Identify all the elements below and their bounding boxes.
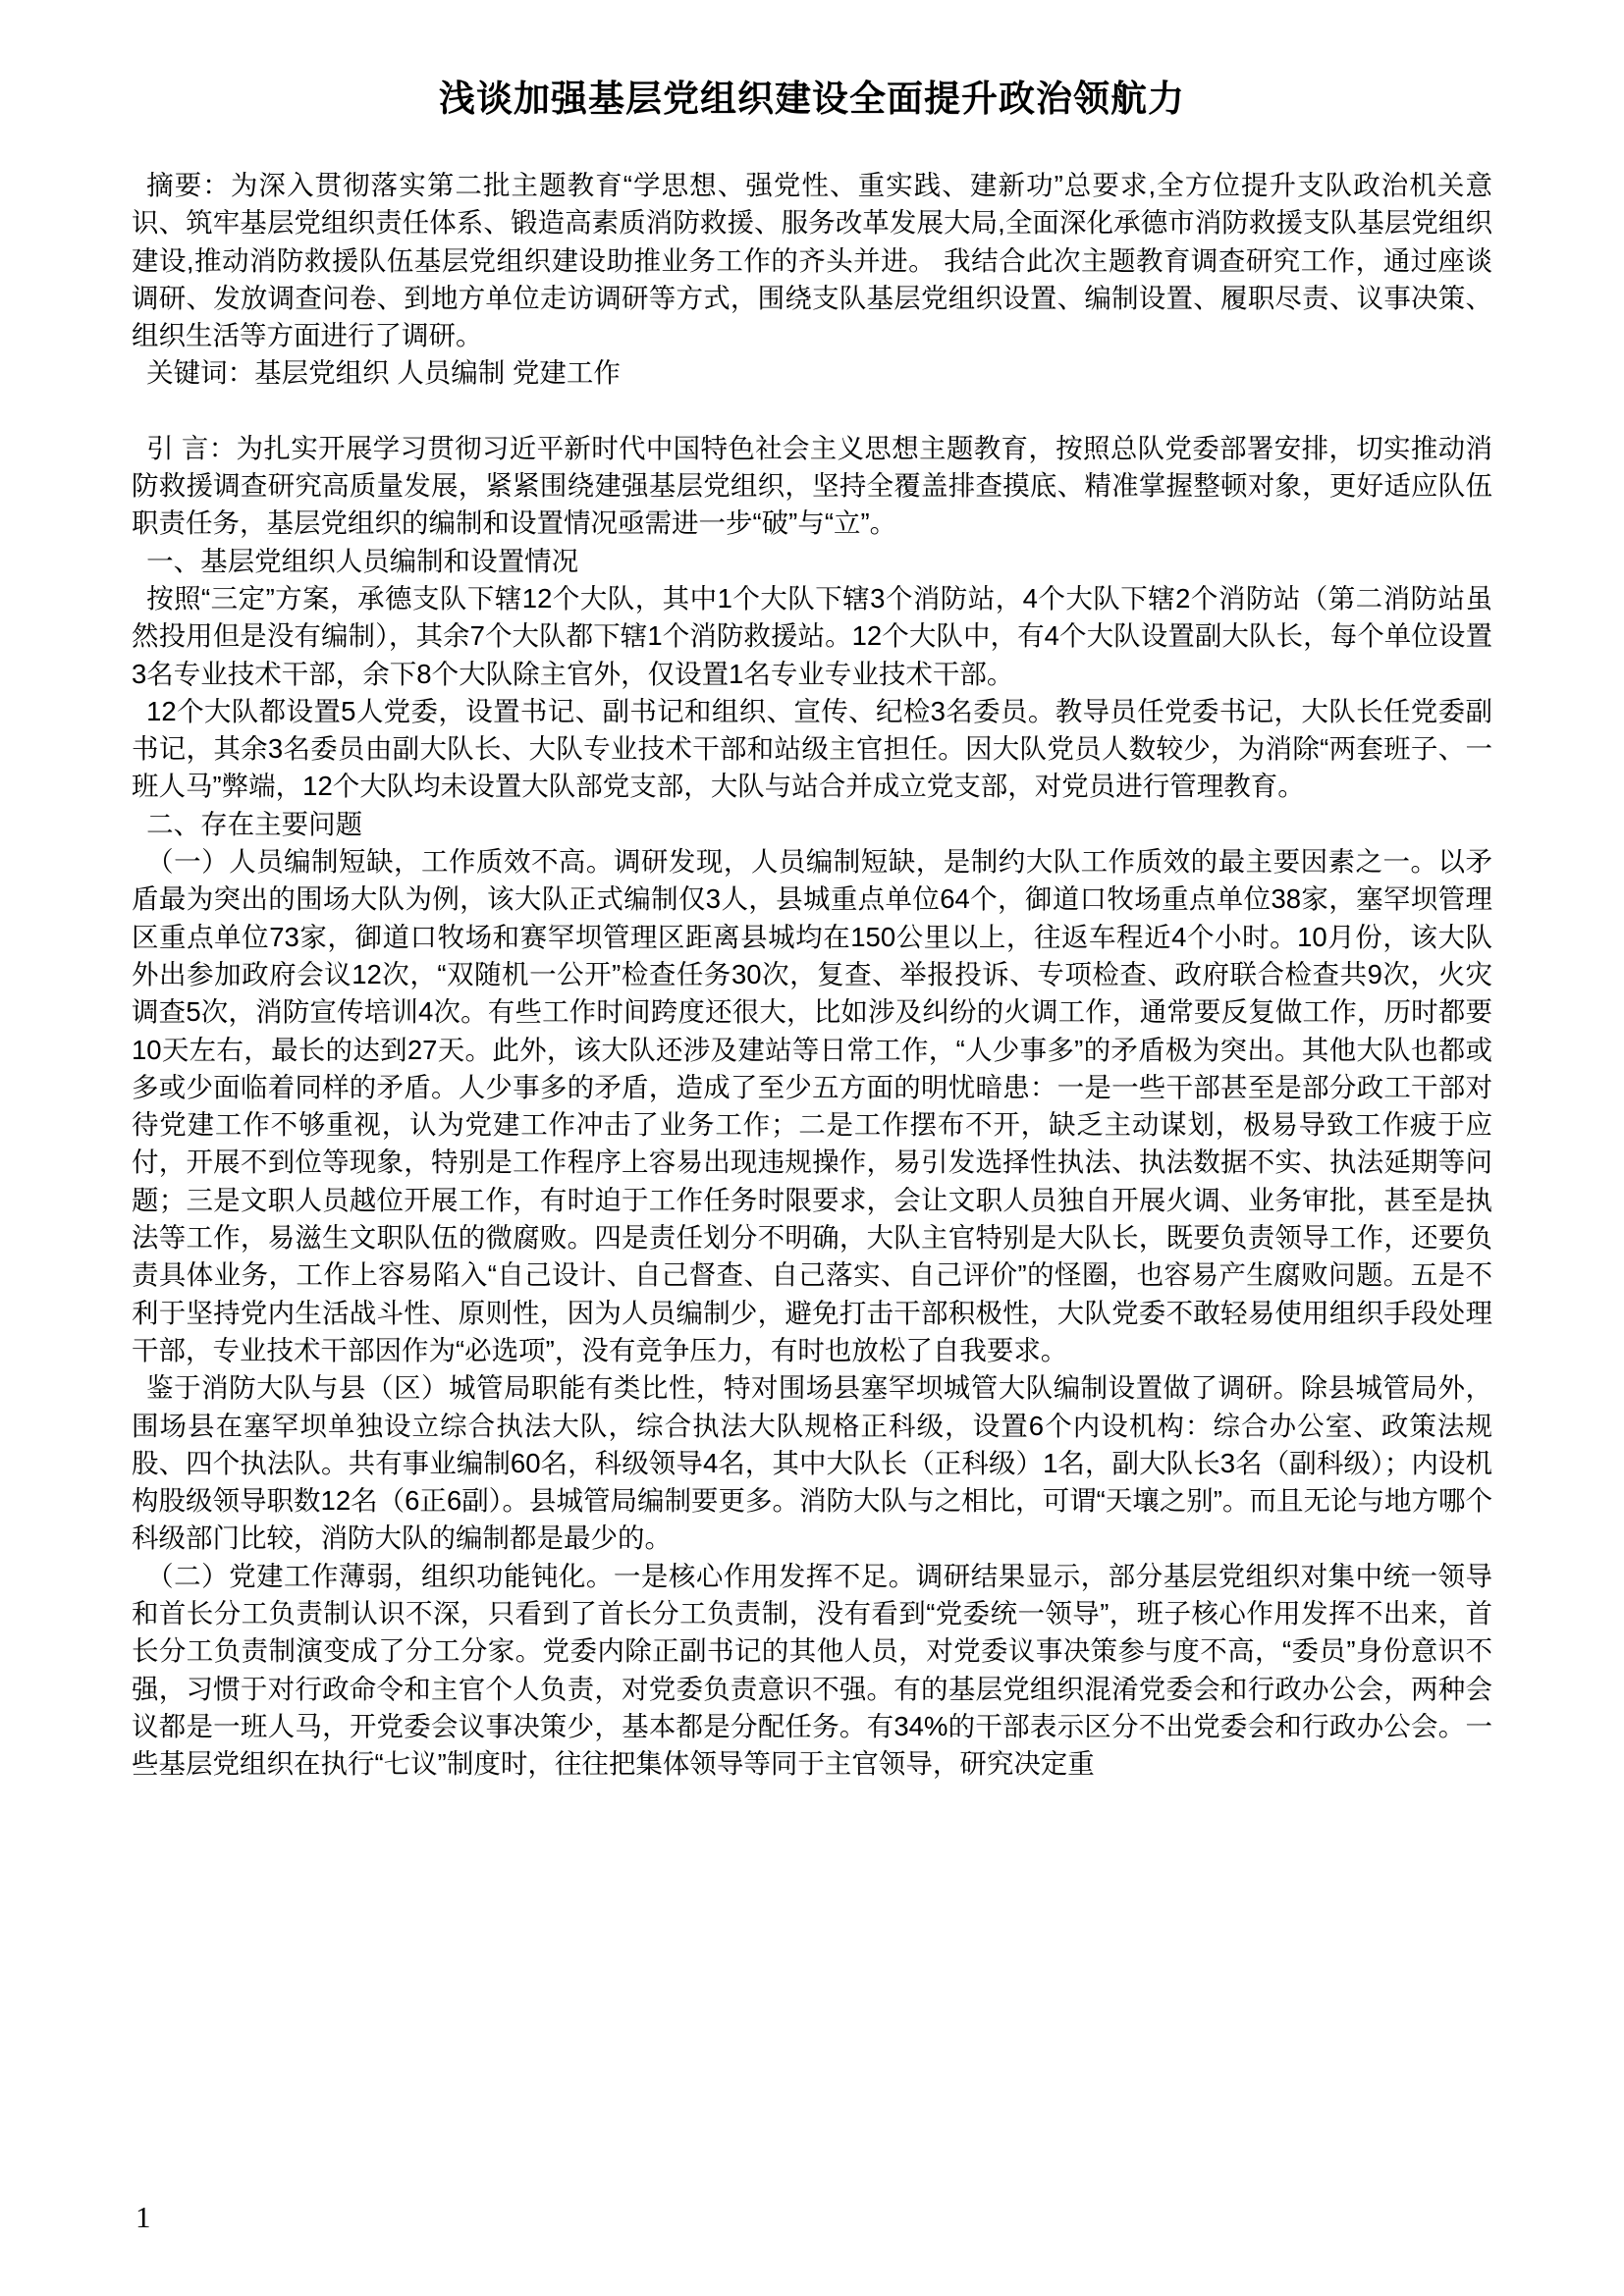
paragraph-section-1-para-1: 按照“三定”方案，承德支队下辖12个大队，其中1个大队下辖3个消防站，4个大队下辖2个消防站（第二消防站虽然投用但是没有编制），其余7个大队都下辖1个消防救援站。12个大队中，有4个大队设置副大队长，每个单位设置3名专业技术干部，余下8个大队除主官外，仅设置1名专业专业技术干部。 — [132, 582, 1492, 689]
document-body — [132, 167, 1492, 1783]
paragraph-section-2-para-2: 鉴于消防大队与县（区）城管局职能有类比性，特对围场县塞罕坝城管大队编制设置做了调研。除县城管局外，围场县在塞罕坝单独设立综合执法大队，综合执法大队规格正科级，设置6个内设机构：综合办公室、政策法规股、四个执法队。共有事业编制60名，科级领导4名，其中大队长（正科级）1名，副大队长3名（副科级）；内设机构股级领导职数12名（6正6副）。县城管局编制要更多。消防大队与之相比，可谓“天壤之别”。而且无论与地方哪个科级部门比较，消防大队的编制都是最少的。 — [132, 1372, 1492, 1554]
paragraph-heading-2: 二、存在主要问题 — [146, 808, 363, 839]
paragraph-heading-1: 一、基层党组织人员编制和设置情况 — [146, 545, 579, 576]
paragraph-section-2-para-3: （二）党建工作薄弱，组织功能钝化。一是核心作用发挥不足。调研结果显示，部分基层党组织对集中统一领导和首长分工负责制认识不深，只看到了首长分工负责制，没有看到“党委统一领导”，班子核心作用发挥不出来，首长分工负责制演变成了分工分家。党委内除正副书记的其他人员，对党委议事决策参与度不高，“委员”身份意识不强，习惯于对行政命令和主官个人负责，对党委负责意识不强。有的基层党组织混淆党委会和行政办公会，两种会议都是一班人马，开党委会议事决策少，基本都是分配任务。有34%的干部表示区分不出党委会和行政办公会。一些基层党组织在执行“七议”制度时，往往把集体领导等同于主官领导，研究决定重 — [132, 1560, 1492, 1780]
paragraph-keywords: 关键词：基层党组织 人员编制 党建工作 — [146, 357, 621, 389]
paragraph-section-1-para-2: 12个大队都设置5人党委，设置书记、副书记和组织、宣传、纪检3名委员。教导员任党委书记，大队长任党委副书记，其余3名委员由副大队长、大队专业技术干部和站级主官担任。因大队党员人数较少，为消除“两套班子、一班人马”弊端，12个大队均未设置大队部党支部，大队与站合并成立党支部，对党员进行管理教育。 — [132, 695, 1492, 802]
paragraph-abstract: 摘要：为深入贯彻落实第二批主题教育“学思想、强党性、重实践、建新功”总要求,全方位提升支队政治机关意识、筑牢基层党组织责任体系、锻造高素质消防救援、服务改革发展大局,全面深化承德市消防救援支队基层党组织建设,推动消防救援队伍基层党组织建设助推业务工作的齐头并进。 我结合此次主题教育调查研究工作，通过座谈调研、发放调查问卷、到地方单位走访调研等方式，围绕支队基层党组织设置、编制设置、履职尽责、议事决策、组织生活等方面进行了调研。 — [132, 170, 1492, 351]
document-title: 浅谈加强基层党组织建设全面提升政治领航力 — [439, 79, 1185, 119]
page-number: 1 — [135, 2200, 151, 2234]
paragraph-section-2-para-1: （一）人员编制短缺，工作质效不高。调研发现，人员编制短缺，是制约大队工作质效的最主要因素之一。以矛盾最为突出的围场大队为例，该大队正式编制仅3人，县城重点单位64个，御道口牧场重点单位38家，塞罕坝管理区重点单位73家，御道口牧场和赛罕坝管理区距离县城均在150公里以上，往返车程近4个小时。10月份，该大队外出参加政府会议12次，“双随机一公开”检查任务30次，复查、举报投诉、专项检查、政府联合检查共9次，火灾调查5次，消防宣传培训4次。有些工作时间跨度还很大，比如涉及纠纷的火调工作，通常要反复做工作，历时都要10天左右，最长的达到27天。此外，该大队还涉及建站等日常工作，“人少事多”的矛盾极为突出。其他大队也都或多或少面临着同样的矛盾。人少事多的矛盾，造成了至少五方面的明忧暗患：一是一些干部甚至是部分政工干部对待党建工作不够重视，认为党建工作冲击了业务工作；二是工作摆布不开，缺乏主动谋划，极易导致工作疲于应付，开展不到位等现象，特别是工作程序上容易出现违规操作，易引发选择性执法、执法数据不实、执法延期等问题；三是文职人员越位开展工作，有时迫于工作任务时限要求，会让文职人员独自开展火调、业务审批，甚至是执法等工作，易滋生文职队伍的微腐败。四是责任划分不明确，大队主官特别是大队长，既要负责领导工作，还要负责具体业务，工作上容易陷入“自己设计、自己督查、自己落实、自己评价”的怪圈，也容易产生腐败问题。五是不利于坚持党内生活战斗性、原则性，因为人员编制少，避免打击干部积极性，大队党委不敢轻易使用组织手段处理干部，专业技术干部因作为“必选项”，没有竞争压力，有时也放松了自我要求。 — [132, 846, 1492, 1365]
paragraph-introduction: 引 言：为扎实开展学习贯彻习近平新时代中国特色社会主义思想主题教育，按照总队党委部署安排，切实推动消防救援调查研究高质量发展，紧紧围绕建强基层党组织，坚持全覆盖排查摸底、精准掌握整顿对象，更好适应队伍职责任务，基层党组织的编制和设置情况亟需进一步“破”与“立”。 — [132, 432, 1492, 539]
